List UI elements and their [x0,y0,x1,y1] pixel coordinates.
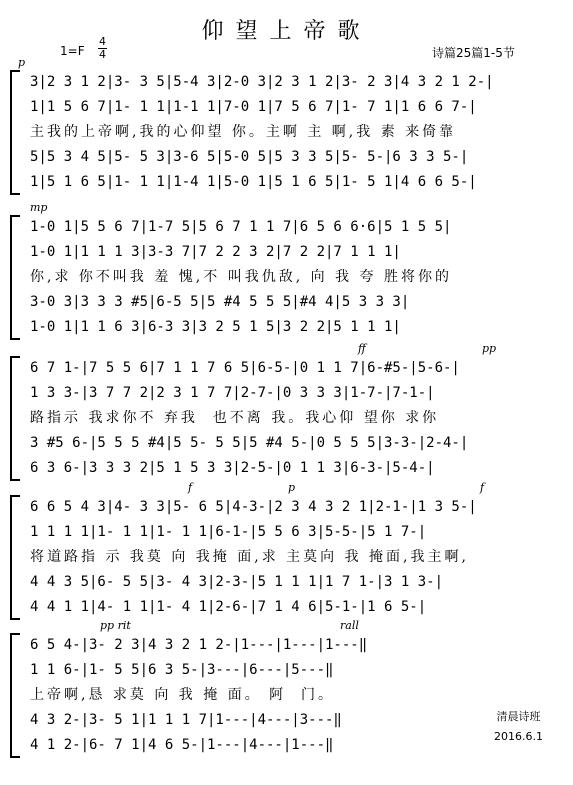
lyric-line: 上帝啊,恳 求莫 向 我 掩 面。 阿 门。 [30,687,336,703]
lyric-line: 路指示 我求你不 弃我 也不离 我。我心仰 望你 求你 [30,410,440,426]
time-signature-bottom: 4 [99,48,106,61]
tenor-line: 3 #5 6-|5 5 5 #4|5 5- 5 5|5 #4 5-|0 5 5 5|3-3-|2-4-| [30,435,469,451]
dynamic-mark: ff [358,342,366,355]
bass-line: 1|5 1 6 5|1- 1 1|1-4 1|5-0 1|5 1 6 5|1- 5 1|4 6 6 5-| [30,174,477,190]
dynamic-mark: f [480,481,485,494]
system-brace [10,633,24,758]
time-signature [98,37,107,60]
bass-line: 6 3 6-|3 3 3 2|5 1 5 3 3|2-5-|0 1 1 3|6-3-|5-4-| [30,460,435,476]
lyric-line: 主我的上帝啊,我的心仰望 你。主啊 主 啊,我 素 来倚靠 [30,124,457,140]
choir-name: 清晨诗班 [496,710,541,723]
score-system [10,481,555,620]
score-system [10,56,555,195]
tenor-line: 5|5 3 4 5|5- 5 3|3-6 5|5-0 5|5 3 3 5|5- 5-|6 3 3 5-| [30,149,469,165]
alto-line: 1-0 1|1 1 1 3|3-3 7|7 2 2 3 2|7 2 2|7 1 1 1| [30,244,401,260]
bass-line: 4 4 1 1|4- 1 1|1- 4 1|2-6-|7 1 4 6|5-1-|1 6 5-| [30,599,427,615]
lyric-line: 你,求 你不叫我 羞 愧,不 叫我仇敌, 向 我 夸 胜将你的 [30,269,452,285]
dynamic-mark: p [18,56,26,69]
score-system [10,201,555,340]
dynamic-mark: pp rit [100,619,131,632]
time-signature-top: 4 [99,35,106,48]
date-label: 2016.6.1 [494,730,543,743]
system-brace [10,215,24,340]
dynamic-mark: mp [30,201,48,214]
alto-line: 1 1 1 1|1- 1 1|1- 1 1|6-1-|5 5 6 3|5-5-|5 1 7-| [30,524,427,540]
song-title: 仰望上帝歌 [201,19,372,44]
tenor-line: 4 4 3 5|6- 5 5|3- 4 3|2-3-|5 1 1 1|1 7 1-|3 1 3-| [30,574,444,590]
key-signature: 1=F [60,44,85,58]
tenor-line: 3-0 3|3 3 3 #5|6-5 5|5 #4 5 5 5|#4 4|5 3 3 3| [30,294,410,310]
soprano-line: 6 6 5 4 3|4- 3 3|5- 6 5|4-3-|2 3 4 3 2 1|2-1-|1 3 5-| [30,499,477,515]
scripture-reference: 诗篇25篇1-5节 [432,46,515,60]
soprano-line: 1-0 1|5 5 6 7|1-7 5|5 6 7 1 1 7|6 5 6 6·6|5 1 5 5| [30,219,452,235]
dynamic-mark: p [288,481,296,494]
alto-line: 1 3 3-|3 7 7 2|2 3 1 7 7|2-7-|0 3 3 3|1-7-|7-1-| [30,385,435,401]
bass-line: 1-0 1|1 1 6 3|6-3 3|3 2 5 1 5|3 2 2|5 1 1 1| [30,319,401,335]
system-brace [10,70,24,195]
signature-block [494,707,543,747]
score-system [10,342,555,481]
system-brace [10,356,24,481]
bass-line: 4 1 2-|6- 7 1|4 6 5-|1---|4---|1---‖ [30,737,334,753]
lyric-line: 将道路指 示 我莫 向 我掩 面,求 主莫向 我 掩面,我主啊, [30,549,469,565]
soprano-line: 3|2 3 1 2|3- 3 5|5-4 3|2-0 3|2 3 1 2|3- 2 3|4 3 2 1 2-| [30,74,494,90]
dynamic-mark: pp [482,342,497,355]
soprano-line: 6 7 1-|7 5 5 6|7 1 1 7 6 5|6-5-|0 1 1 7|6-#5-|5-6-| [30,360,460,376]
score-system [10,619,555,758]
system-brace [10,495,24,620]
dynamic-mark: rall [340,619,359,632]
tenor-line: 4 3 2-|3- 5 1|1 1 1 7|1---|4---|3---‖ [30,712,342,728]
alto-line: 1|1 5 6 7|1- 1 1|1-1 1|7-0 1|7 5 6 7|1- 7 1|1 6 6 7-| [30,99,477,115]
soprano-line: 6 5 4-|3- 2 3|4 3 2 1 2-|1---|1---|1---‖ [30,637,368,653]
dynamic-mark: f [188,481,193,494]
alto-line: 1 1 6-|1- 5 5|6 3 5-|3---|6---|5---‖ [30,662,334,678]
